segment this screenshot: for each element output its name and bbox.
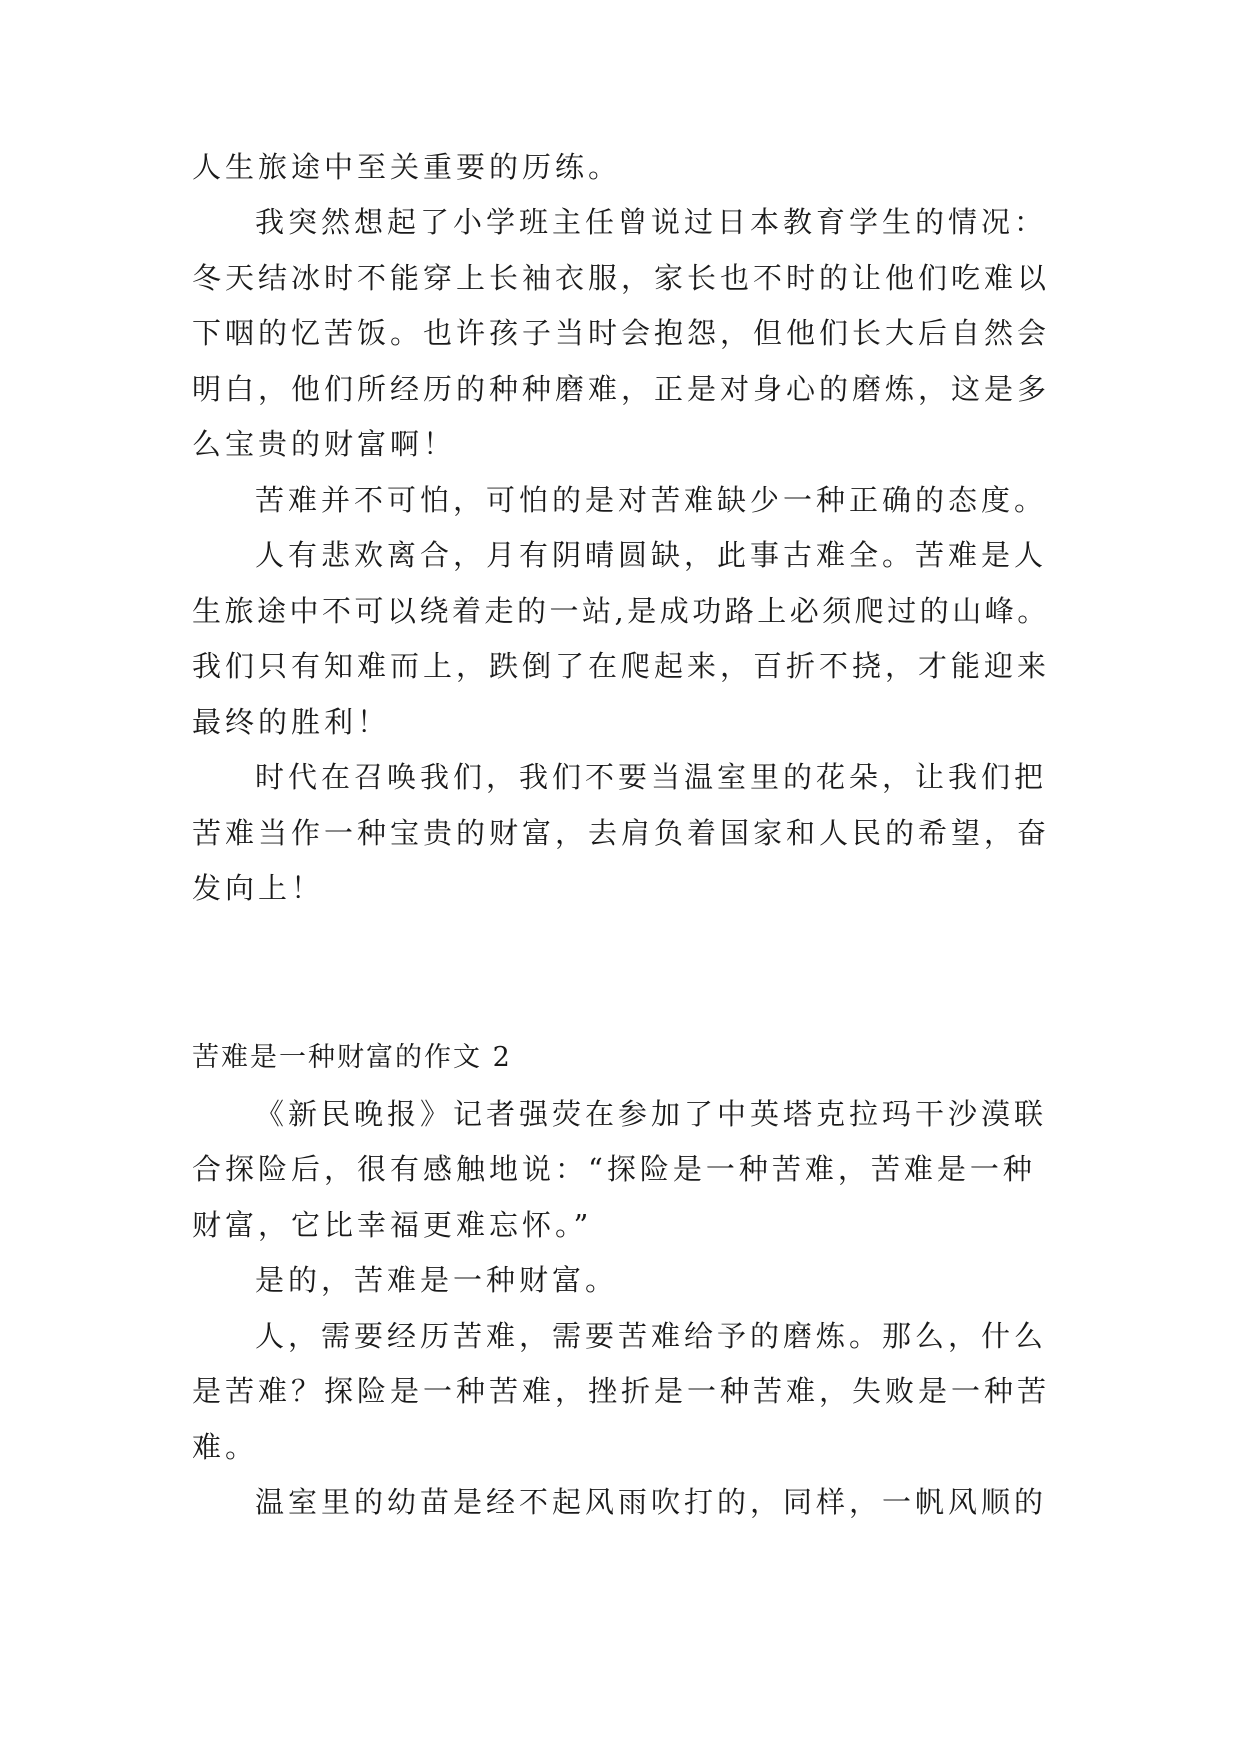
paragraph-line: 生旅途中不可以绕着走的一站,是成功路上必须爬过的山峰。 <box>192 594 1050 628</box>
paragraph-line: 温室里的幼苗是经不起风雨吹打的，同样，一帆风顺的 <box>255 1485 1048 1519</box>
paragraph-line: 人生旅途中至关重要的历练。 <box>192 150 622 184</box>
paragraph-line: 难。 <box>192 1430 259 1464</box>
paragraph-line: 明白，他们所经历的种种磨难，正是对身心的磨炼，这是多 <box>192 372 1051 406</box>
paragraph-line: 人，需要经历苦难，需要苦难给予的磨炼。那么，什么 <box>255 1319 1048 1353</box>
paragraph-line: 么宝贵的财富啊！ <box>192 427 457 461</box>
paragraph-line: 财富，它比幸福更难忘怀。” <box>192 1208 593 1242</box>
paragraph-line: 人有悲欢离合，月有阴晴圆缺，此事古难全。苦难是人 <box>255 538 1048 572</box>
paragraph-line: 苦难当作一种宝贵的财富，去肩负着国家和人民的希望，奋 <box>192 816 1051 850</box>
paragraph-line: 苦难并不可怕，可怕的是对苦难缺少一种正确的态度。 <box>255 483 1048 517</box>
paragraph-line: 我们只有知难而上，跌倒了在爬起来，百折不挠，才能迎来 <box>192 649 1051 683</box>
paragraph-line: 最终的胜利！ <box>192 705 391 739</box>
paragraph-line: 我突然想起了小学班主任曾说过日本教育学生的情况： <box>255 205 1048 239</box>
paragraph-line: 冬天结冰时不能穿上长袖衣服，家长也不时的让他们吃难以 <box>192 261 1051 295</box>
paragraph-line: 时代在召唤我们，我们不要当温室里的花朵，让我们把 <box>255 760 1048 794</box>
paragraph-line: 《新民晚报》记者强荧在参加了中英塔克拉玛干沙漠联 <box>255 1097 1048 1131</box>
paragraph-line: 发向上！ <box>192 871 325 905</box>
section-heading: 苦难是一种财富的作文 2 <box>192 1042 512 1073</box>
paragraph-line: 下咽的忆苦饭。也许孩子当时会抱怨，但他们长大后自然会 <box>192 316 1051 350</box>
paragraph-line: 是的，苦难是一种财富。 <box>255 1263 619 1297</box>
paragraph-line: 是苦难？探险是一种苦难，挫折是一种苦难，失败是一种苦 <box>192 1374 1051 1408</box>
paragraph-line: 合探险后，很有感触地说：“探险是一种苦难，苦难是一种 <box>192 1152 1036 1186</box>
